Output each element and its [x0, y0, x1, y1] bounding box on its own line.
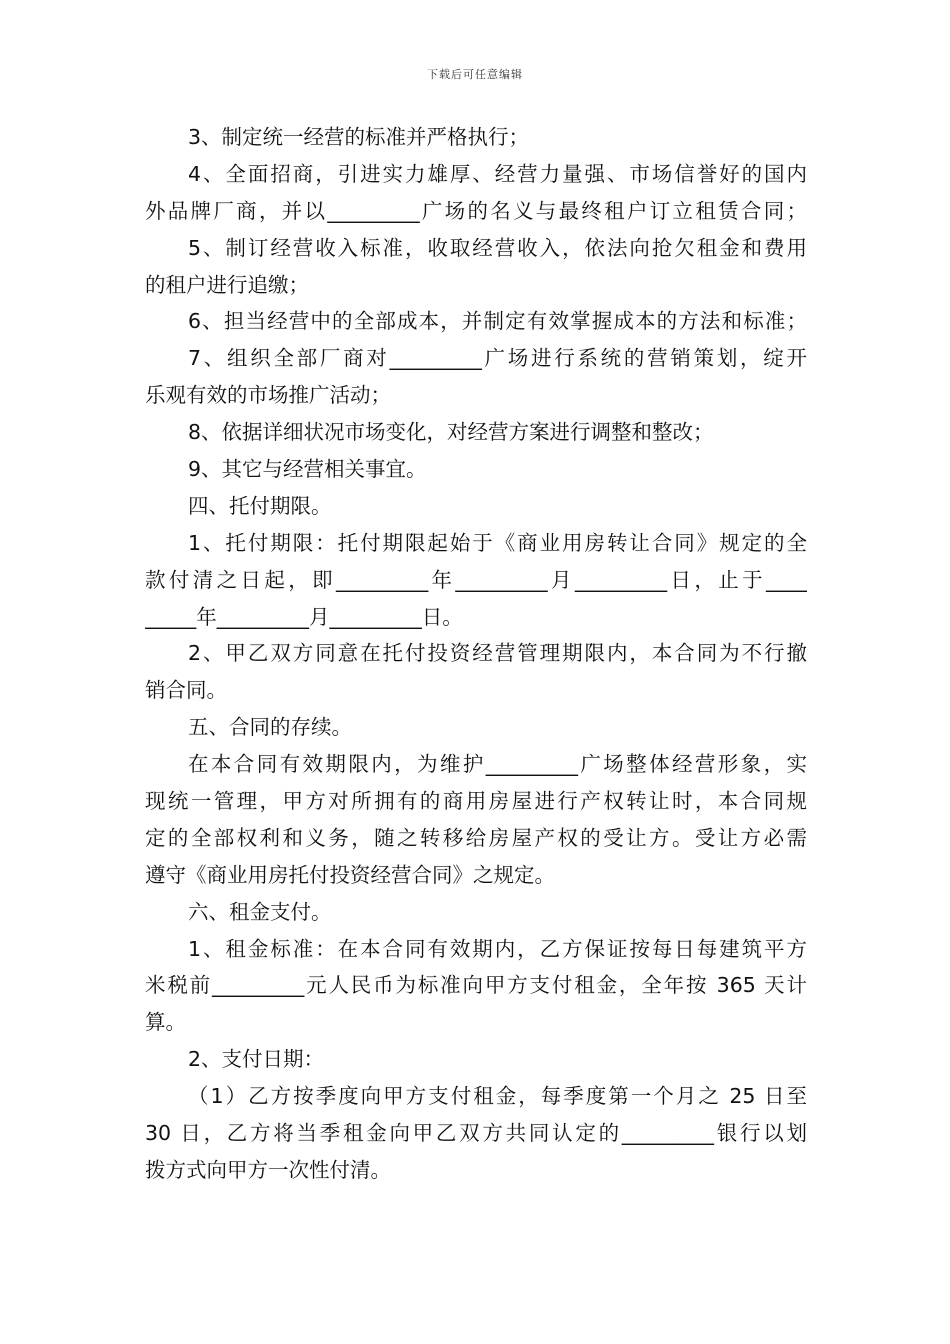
text-line: 销合同。 — [145, 678, 227, 703]
text-line: 定的全部权利和义务，随之转移给房屋产权的受让方。受让方必需 — [145, 825, 807, 850]
text-line: 30 日，乙方将当季租金向甲乙双方共同认定的_________银行以划 — [145, 1121, 807, 1146]
section-heading: 五、合同的存续。 — [188, 715, 352, 740]
document-body — [145, 119, 807, 1189]
text-line: 3、制定统一经营的标准并严格执行； — [188, 125, 530, 149]
text-line: 遵守《商业用房托付投资经营合同》之规定。 — [145, 862, 555, 887]
text-line: 现统一管理，甲方对所拥有的商用房屋进行产权转让时，本合同规 — [145, 789, 807, 814]
text-line: 在本合同有效期限内，为维护_________广场整体经营形象，实 — [188, 752, 807, 777]
text-line: 6、担当经营中的全部成本，并制定有效掌握成本的方法和标准； — [188, 309, 807, 334]
text-line: 5、制订经营收入标准，收取经营收入，依法向抢欠租金和费用 — [188, 235, 807, 260]
text-line: （1）乙方按季度向甲方支付租金，每季度第一个月之 25 日至 — [188, 1084, 807, 1109]
text-line: 1、托付期限：托付期限起始于《商业用房转让合同》规定的全 — [188, 530, 807, 555]
text-line: _____年_________月_________日。 — [145, 604, 463, 629]
page-header: 下载后可任意编辑 — [427, 68, 523, 81]
text-line: 拨方式向甲方一次性付清。 — [145, 1157, 391, 1182]
text-line: 的租户进行追缴； — [145, 272, 309, 297]
text-line: 4、全面招商，引进实力雄厚、经营力量强、市场信誉好的国内 — [188, 161, 807, 186]
text-line: 7、组织全部厂商对_________广场进行系统的营销策划，绽开 — [188, 346, 807, 371]
section-heading: 六、租金支付。 — [188, 899, 332, 924]
text-line: 算。 — [145, 1010, 186, 1035]
text-line: 米税前_________元人民币为标准向甲方支付租金，全年按 365 天计 — [145, 973, 807, 998]
text-line: 乐观有效的市场推广活动； — [145, 383, 391, 408]
text-line: 2、甲乙双方同意在托付投资经营管理期限内，本合同为不行撤 — [188, 641, 807, 666]
text-line: 款付清之日起，即_________年_________月_________日，止于____ — [145, 567, 807, 592]
section-heading: 四、托付期限。 — [188, 493, 332, 518]
text-line: 1、租金标准：在本合同有效期内，乙方保证按每日每建筑平方 — [188, 936, 807, 961]
text-line: 9、其它与经营相关事宜。 — [188, 457, 427, 482]
text-line: 8、依据详细状况市场变化，对经营方案进行调整和整改； — [188, 420, 714, 445]
text-line: 2、支付日期： — [188, 1047, 325, 1072]
text-line: 外品牌厂商，并以_________广场的名义与最终租户订立租赁合同； — [145, 198, 807, 223]
